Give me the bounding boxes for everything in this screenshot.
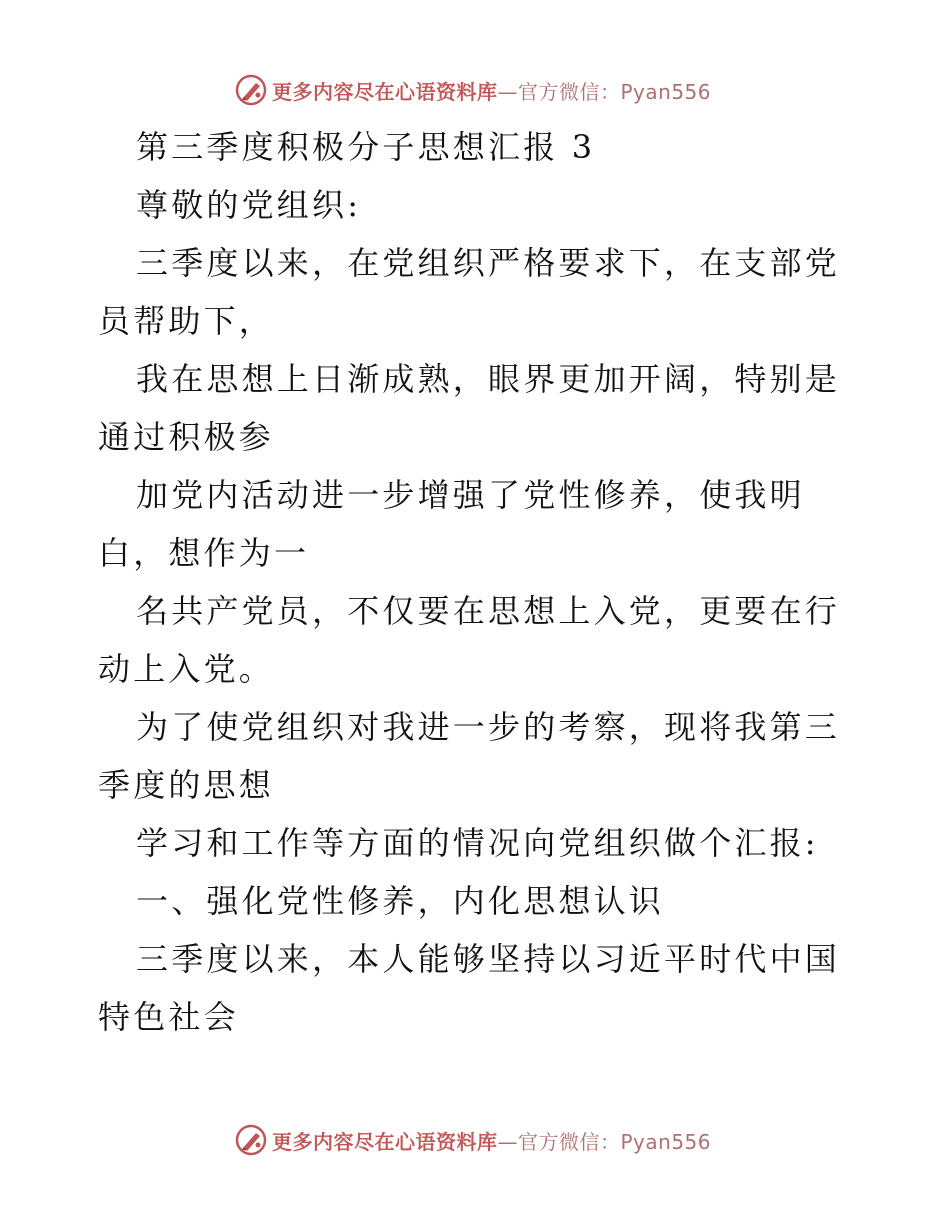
watermark-text [272, 1126, 711, 1155]
paragraph: 三季度以来，在党组织严格要求下，在支部党员帮助下， [98, 244, 841, 340]
document-body [98, 118, 858, 1046]
paragraph: 加党内活动进一步增强了党性修养，使我明白，想作为一 [98, 476, 805, 572]
paragraph: 我在思想上日渐成熟，眼界更加开阔，特别是通过积极参 [98, 360, 841, 456]
header-watermark [234, 70, 711, 110]
paragraph: 为了使党组织对我进一步的考察，现将我第三季度的思想 [98, 708, 841, 804]
pen-logo-icon [234, 73, 268, 107]
footer-watermark [234, 1120, 711, 1160]
salutation: 尊敬的党组织: [136, 186, 362, 224]
watermark-rest: 官方微信：Pyan556 [518, 79, 712, 104]
paragraph: 三季度以来，本人能够坚持以习近平时代中国特色社会 [98, 940, 841, 1036]
paragraph: 学习和工作等方面的情况向党组织做个汇报: [136, 824, 819, 862]
watermark-strong: 更多内容尽在心语资料库 [272, 79, 498, 104]
paragraph: 名共产党员，不仅要在思想上入党，更要在行动上入党。 [98, 592, 841, 688]
document-title: 第三季度积极分子思想汇报 3 [136, 128, 596, 166]
watermark-rest: 官方微信：Pyan556 [518, 1129, 712, 1154]
pen-logo-icon [234, 1123, 268, 1157]
watermark-text [272, 76, 711, 105]
watermark-dash: — [497, 79, 518, 104]
section-heading: 一、强化党性修养，内化思想认识 [136, 882, 665, 920]
watermark-dash: — [497, 1129, 518, 1154]
watermark-strong: 更多内容尽在心语资料库 [272, 1129, 498, 1154]
